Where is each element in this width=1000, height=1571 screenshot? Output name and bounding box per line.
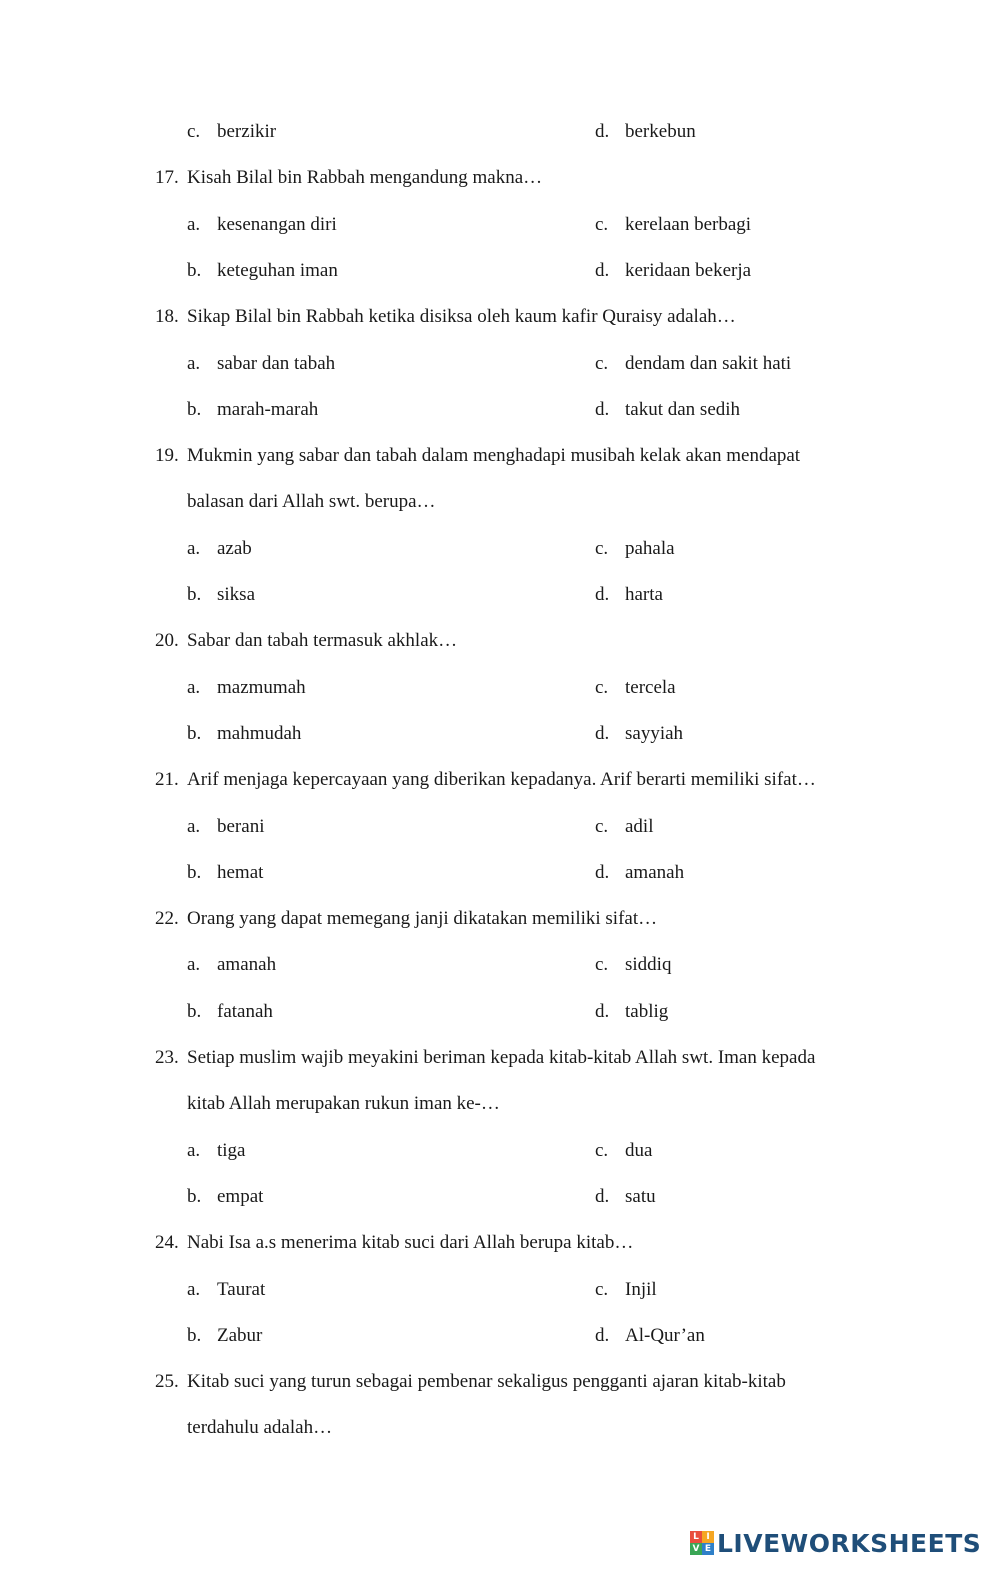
option-letter: b.: [187, 1325, 202, 1346]
option-letter: b.: [187, 260, 202, 281]
option-letter: d.: [595, 862, 610, 883]
option-letter: c.: [595, 353, 609, 374]
option-text: keridaan bekerja: [625, 260, 752, 281]
logo-icon-tile: I: [702, 1531, 714, 1543]
option-letter: c.: [595, 1140, 609, 1161]
liveworksheets-logo-icon: [690, 1531, 714, 1555]
option-text: fatanah: [217, 1001, 273, 1022]
option-letter: a.: [187, 954, 201, 975]
liveworksheets-logo: [690, 1527, 981, 1559]
option-text: adil: [625, 816, 654, 837]
option-letter: d.: [595, 584, 610, 605]
option-letter: a.: [187, 677, 201, 698]
option-letter: a.: [187, 816, 201, 837]
question-text: terdahulu adalah…: [187, 1417, 333, 1438]
option-letter: c.: [595, 677, 609, 698]
option-text: Zabur: [217, 1325, 263, 1346]
option-text: pahala: [625, 538, 675, 559]
question-text: Arif menjaga kepercayaan yang diberikan kepadanya. Arif berarti memiliki sifat…: [187, 769, 816, 790]
option-text: siksa: [217, 584, 255, 605]
question-number: 25.: [155, 1371, 179, 1392]
option-letter: c.: [595, 214, 609, 235]
option-text: tablig: [625, 1001, 669, 1022]
question-number: 21.: [155, 769, 179, 790]
question-text: kitab Allah merupakan rukun iman ke-…: [187, 1093, 500, 1114]
option-letter: d.: [595, 260, 610, 281]
option-text: berkebun: [625, 121, 696, 142]
option-text: keteguhan iman: [217, 260, 338, 281]
logo-icon-tile: L: [690, 1531, 702, 1543]
option-text: Taurat: [217, 1279, 266, 1300]
option-text: Injil: [625, 1279, 657, 1300]
option-letter: c.: [595, 816, 609, 837]
option-letter: b.: [187, 584, 202, 605]
liveworksheets-logo-text: LIVEWORKSHEETS: [717, 1528, 982, 1558]
logo-icon-tile: E: [702, 1543, 714, 1555]
question-number: 24.: [155, 1232, 179, 1253]
question-text: Kisah Bilal bin Rabbah mengandung makna…: [187, 167, 543, 188]
option-text: berzikir: [217, 121, 277, 142]
option-text: marah-marah: [217, 399, 319, 420]
option-letter: d.: [595, 121, 610, 142]
option-text: satu: [625, 1186, 656, 1207]
option-text: kerelaan berbagi: [625, 214, 752, 235]
question-number: 20.: [155, 630, 179, 651]
question-text: Nabi Isa a.s menerima kitab suci dari Allah berupa kitab…: [187, 1232, 634, 1253]
option-text: azab: [217, 538, 252, 559]
option-text: amanah: [217, 954, 277, 975]
question-text: balasan dari Allah swt. berupa…: [187, 491, 436, 512]
option-letter: a.: [187, 538, 201, 559]
question-text: Mukmin yang sabar dan tabah dalam menghadapi musibah kelak akan mendapat: [187, 445, 801, 466]
option-letter: a.: [187, 1140, 201, 1161]
question-number: 23.: [155, 1047, 179, 1068]
option-letter: c.: [595, 1279, 609, 1300]
option-letter: b.: [187, 723, 202, 744]
option-text: takut dan sedih: [625, 399, 741, 420]
option-letter: a.: [187, 214, 201, 235]
question-text: Kitab suci yang turun sebagai pembenar sekaligus pengganti ajaran kitab-kitab: [187, 1371, 786, 1392]
option-letter: b.: [187, 1186, 202, 1207]
option-letter: c.: [187, 121, 201, 142]
option-letter: b.: [187, 399, 202, 420]
question-text: Sabar dan tabah termasuk akhlak…: [187, 630, 458, 651]
option-letter: a.: [187, 1279, 201, 1300]
option-text: dua: [625, 1140, 653, 1161]
option-letter: d.: [595, 723, 610, 744]
option-text: sabar dan tabah: [217, 353, 336, 374]
option-letter: d.: [595, 1186, 610, 1207]
option-text: harta: [625, 584, 663, 605]
question-number: 18.: [155, 306, 179, 327]
option-letter: d.: [595, 1001, 610, 1022]
option-text: kesenangan diri: [217, 214, 337, 235]
option-text: amanah: [625, 862, 685, 883]
option-text: Al-Qur’an: [625, 1325, 705, 1346]
option-text: siddiq: [625, 954, 672, 975]
option-letter: b.: [187, 1001, 202, 1022]
option-text: mazmumah: [217, 677, 306, 698]
option-letter: d.: [595, 1325, 610, 1346]
option-letter: a.: [187, 353, 201, 374]
question-number: 17.: [155, 167, 179, 188]
option-text: empat: [217, 1186, 264, 1207]
option-text: sayyiah: [625, 723, 684, 744]
option-letter: d.: [595, 399, 610, 420]
option-text: hemat: [217, 862, 264, 883]
option-letter: b.: [187, 862, 202, 883]
option-letter: c.: [595, 538, 609, 559]
option-text: mahmudah: [217, 723, 302, 744]
option-text: tercela: [625, 677, 676, 698]
option-text: dendam dan sakit hati: [625, 353, 792, 374]
option-letter: c.: [595, 954, 609, 975]
question-number: 19.: [155, 445, 179, 466]
question-number: 22.: [155, 908, 179, 929]
option-text: berani: [217, 816, 265, 837]
question-text: Setiap muslim wajib meyakini beriman kepada kitab-kitab Allah swt. Iman kepada: [187, 1047, 816, 1068]
logo-icon-tile: V: [690, 1543, 702, 1555]
question-text: Sikap Bilal bin Rabbah ketika disiksa oleh kaum kafir Quraisy adalah…: [187, 306, 736, 327]
question-text: Orang yang dapat memegang janji dikatakan memiliki sifat…: [187, 908, 658, 929]
option-text: tiga: [217, 1140, 246, 1161]
